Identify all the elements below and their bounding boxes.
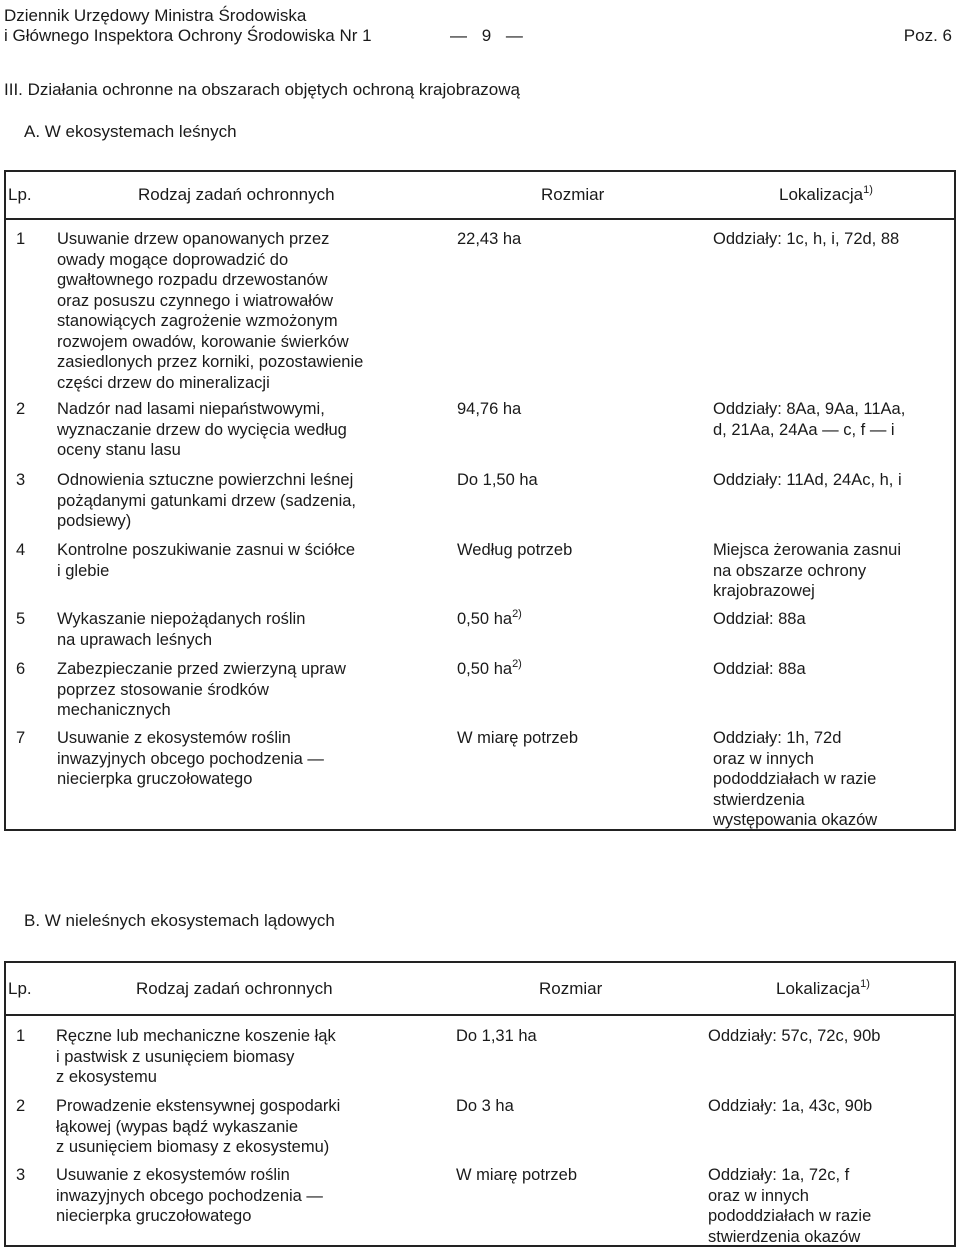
row-location: Oddziały: 1a, 43c, 90b: [708, 1097, 873, 1115]
row-location: Oddziały: 8Aa, 9Aa, 11Aa, d, 21Aa, 24Aa — c, f — i: [713, 400, 906, 439]
row-lp: 5: [16, 610, 26, 628]
col-location-footnote: 1): [863, 184, 873, 196]
page-number: — 9 —: [450, 26, 523, 45]
row-size-value: Według potrzeb: [457, 541, 573, 559]
table-a-header-border: [4, 218, 956, 220]
row-size: [457, 659, 522, 680]
row-size-value: 22,43 ha: [457, 230, 522, 248]
col-lp: Lp.: [8, 185, 32, 204]
row-lp: 6: [16, 660, 26, 678]
table-a-left-border: [4, 170, 6, 830]
row-location: Oddziały: 1c, h, i, 72d, 88: [713, 230, 900, 248]
row-size: [457, 728, 578, 749]
row-size-value: Do 1,50 ha: [457, 471, 538, 489]
table-b-right-border: [954, 961, 956, 1246]
row-size-value: 0,50 ha: [457, 610, 513, 628]
row-lp: 2: [16, 400, 26, 418]
row-location: Oddziały: 57c, 72c, 90b: [708, 1027, 881, 1045]
row-size-footnote: 2): [512, 658, 522, 670]
row-location: Oddział: 88a: [713, 660, 806, 678]
table-b-top-border: [4, 961, 956, 963]
row-lp: 3: [16, 471, 26, 489]
row-task: Usuwanie z ekosystemów roślin inwazyjnych obcego pochodzenia — niecierpka gruczołowatego: [57, 729, 324, 788]
row-lp: 1: [16, 1027, 26, 1045]
col-lp: Lp.: [8, 979, 32, 998]
row-task: Odnowienia sztuczne powierzchni leśnej pożądanymi gatunkami drzew (sadzenia, podsiewy): [57, 471, 356, 530]
row-task: Usuwanie drzew opanowanych przez owady mogące doprowadzić do gwałtownego rozpadu drzewostanów oraz posuszu czynnego i wiatrowałów stanowiących zagrożenie wzmożonym rozwojem owadów, korowanie świerków zasiedlonych przez korniki, pozostawienie części drzew do mineralizacji: [57, 230, 364, 392]
section-title: III. Działania ochronne na obszarach objętych ochroną krajobrazową: [4, 80, 520, 99]
row-lp: 2: [16, 1097, 26, 1115]
row-location: Oddziały: 1a, 72c, f oraz w innych pododdziałach w razie stwierdzenia okazów: [708, 1166, 872, 1246]
table-b-title: B. W nieleśnych ekosystemach lądowych: [24, 911, 335, 930]
row-size: [457, 399, 521, 420]
row-location: Oddziały: 1h, 72d oraz w innych pododdziałach w razie stwierdzenia występowania okazów: [713, 729, 878, 829]
row-size: [457, 609, 522, 630]
row-task: Nadzór nad lasami niepaństwowymi, wyznaczanie drzew do wycięcia według oceny stanu lasu: [57, 400, 347, 459]
position-number: Poz. 6: [903, 26, 952, 45]
table-a-top-border: [4, 170, 956, 172]
col-size: Rozmiar: [539, 979, 603, 998]
row-task: Kontrolne poszukiwanie zasnui w ściółce i glebie: [57, 541, 356, 580]
row-lp: 1: [16, 230, 26, 248]
col-location-label: Lokalizacja: [779, 185, 864, 204]
row-size: Do 3 ha: [456, 1097, 514, 1115]
col-size: Rozmiar: [541, 185, 605, 204]
row-size-value: 94,76 ha: [457, 400, 522, 418]
col-location-footnote: 1): [860, 978, 870, 990]
journal-title-line2: i Głównego Inspektora Ochrony Środowiska Nr 1: [4, 26, 372, 45]
table-a-right-border: [954, 170, 956, 830]
row-location: Oddział: 88a: [713, 610, 806, 628]
row-size-value: W miarę potrzeb: [457, 729, 579, 747]
row-lp: 3: [16, 1166, 26, 1184]
row-size: [457, 229, 521, 250]
row-task: Prowadzenie ekstensywnej gospodarki łąkowej (wypas bądź wykaszanie z usunięciem biomasy z ekosystemu): [56, 1097, 341, 1156]
col-task: Rodzaj zadań ochronnych: [138, 185, 335, 204]
col-location: [779, 185, 873, 206]
table-b-left-border: [4, 961, 6, 1246]
row-size: [457, 470, 538, 491]
journal-title-line1: Dziennik Urzędowy Ministra Środowiska: [4, 6, 307, 25]
row-size-value: 0,50 ha: [457, 660, 513, 678]
row-size-footnote: 2): [512, 608, 522, 620]
table-a-title: A. W ekosystemach leśnych: [24, 122, 237, 141]
row-task: Wykaszanie niepożądanych roślin na uprawach leśnych: [57, 610, 306, 649]
row-size: W miarę potrzeb: [456, 1166, 578, 1184]
row-location: Miejsca żerowania zasnui na obszarze ochrony krajobrazowej: [713, 541, 902, 600]
table-b-header-border: [4, 1014, 956, 1016]
row-lp: 4: [16, 541, 26, 559]
row-task: Usuwanie z ekosystemów roślin inwazyjnych obcego pochodzenia — niecierpka gruczołowatego: [56, 1166, 323, 1225]
row-task: Zabezpieczanie przed zwierzyną upraw poprzez stosowanie środków mechanicznych: [57, 660, 346, 719]
row-size: [457, 540, 572, 561]
col-task: Rodzaj zadań ochronnych: [136, 979, 333, 998]
row-task: Ręczne lub mechaniczne koszenie łąk i pastwisk z usunięciem biomasy z ekosystemu: [56, 1027, 336, 1086]
row-location: Oddziały: 11Ad, 24Ac, h, i: [713, 471, 902, 489]
col-location: [776, 979, 870, 1000]
row-lp: 7: [16, 729, 26, 747]
row-size: Do 1,31 ha: [456, 1027, 537, 1045]
col-location-label: Lokalizacja: [776, 979, 861, 998]
